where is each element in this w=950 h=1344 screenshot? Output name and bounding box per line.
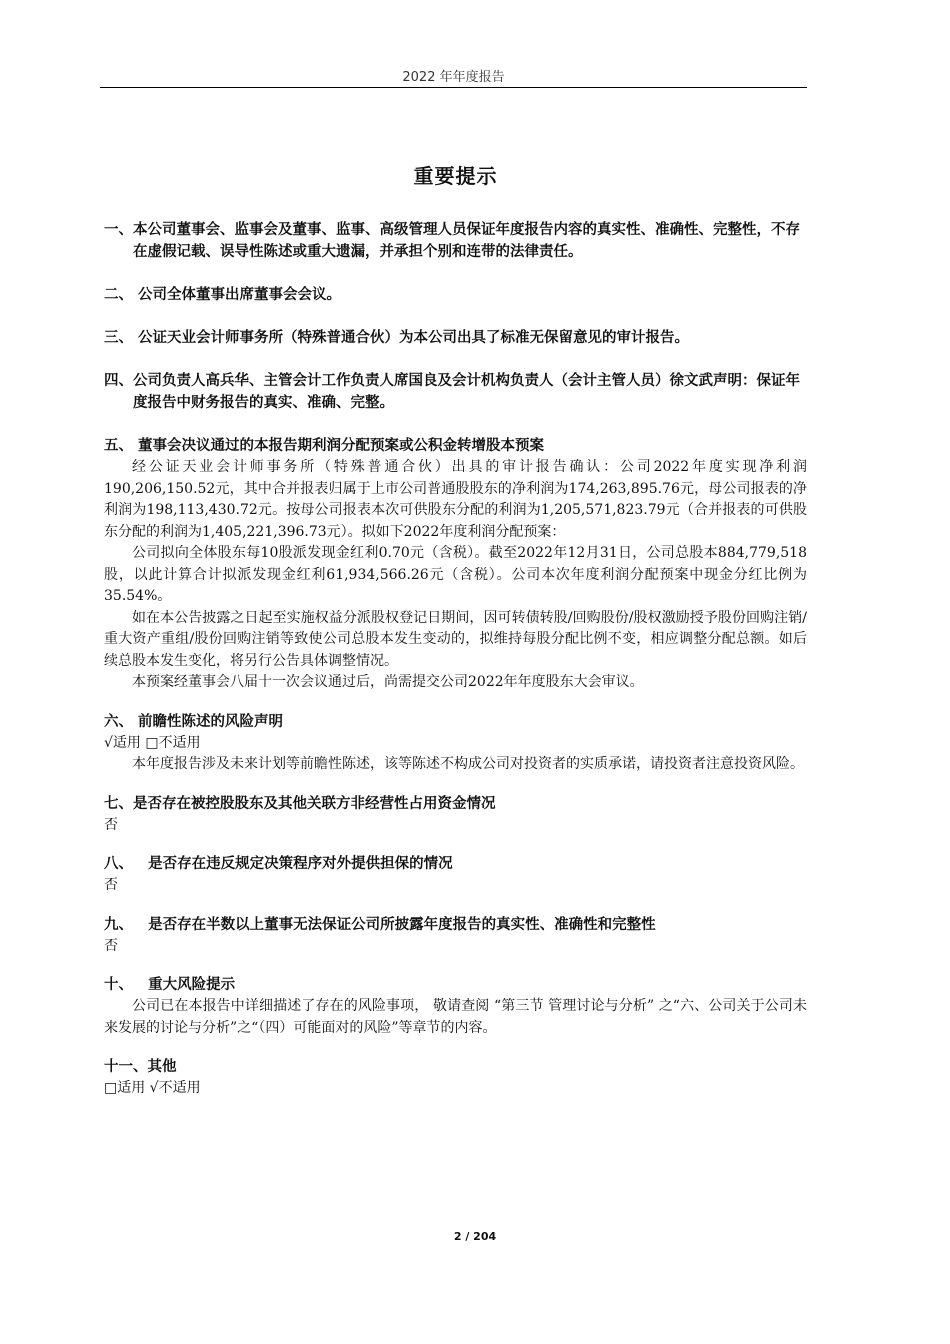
section-6-heading: 六、 前瞻性陈述的风险声明 [104,713,284,730]
section-11 [104,1056,807,1100]
section-5-heading: 五、 董事会决议通过的本报告期利润分配预案或公积金转增股本预案 [104,438,545,454]
section-2-heading: 二、 公司全体董事出席董事会会议。 [104,287,342,303]
section-3-heading: 三、 公证天业会计师事务所（特殊普通合伙）为本公司出具了标准无保留意见的审计报告。 [104,330,690,346]
section-6-applicability: √适用 □不适用 [104,734,201,751]
section-9 [104,914,807,958]
section-7-heading: 七、是否存在被控股股东及其他关联方非经营性占用资金情况 [104,795,496,812]
section-9-answer: 否 [104,937,118,954]
section-7-answer: 否 [104,816,118,833]
header-divider [100,87,807,88]
section-6 [104,711,807,776]
section-1 [104,219,807,263]
section-5-paragraph-4: 本预案经董事会八届十一次会议通过后，尚需提交公司2022年年度股东大会审议。 [132,674,644,690]
section-5-paragraph-1: 经公证天业会计师事务所（特殊普通合伙）出具的审计报告确认：公司2022年度实现净利润190,206,150.52元，其中合并报表归属于上市公司普通股股东的净利润为174,263,895.76元，母公司报表的净利润为198,113,430.72元。按母公司报表本次可供股东分配的利润为1,205,571,823.79元（合并报表的可供股东分配的利润为1,405,221,396.73元）。拟如下2022年度利润分配预案： [104,459,807,540]
document-body [104,160,807,1100]
section-10-heading: 十、 重大风险提示 [104,977,236,993]
section-7 [104,793,807,837]
section-9-heading: 九、 是否存在半数以上董事无法保证公司所披露年度报告的真实性、准确性和完整性 [104,916,656,933]
section-10 [104,974,807,1039]
section-3 [104,327,807,349]
page-number: 2 / 204 [453,1230,497,1243]
section-8-heading: 八、 是否存在违反规定决策程序对外提供担保的情况 [104,856,453,872]
page-title: 重要提示 [413,164,498,188]
section-5-paragraph-2: 公司拟向全体股东每10股派发现金红利0.70元（含税）。截至2022年12月31日，公司总股本884,779,518股，以此计算合计拟派发现金红利61,934,566.26元（含税）。公司本次年度利润分配预案中现金分红比例为35.54%。 [104,545,807,604]
section-1-heading: 一、本公司董事会、监事会及董事、监事、高级管理人员保证年度报告内容的真实性、准确性、完整性，不存在虚假记载、误导性陈述或重大遗漏，并承担个别和连带的法律责任。 [104,222,800,260]
section-8 [104,853,807,897]
section-6-paragraph-1: 本年度报告涉及未来计划等前瞻性陈述，该等陈述不构成公司对投资者的实质承诺，请投资者注意投资风险。 [132,756,804,772]
section-8-answer: 否 [104,877,118,893]
running-header: 2022 年年度报告 [402,70,505,85]
section-11-heading: 十一、其他 [104,1059,177,1075]
section-5 [104,435,807,694]
section-10-paragraph-1: 公司已在本报告中详细描述了存在的风险事项， 敬请查阅 “第三节 管理讨论与分析” 之“六、公司关于公司未来发展的讨论与分析”之“（四）可能面对的风险”等章节的内容。 [104,998,807,1036]
section-4-heading: 四、公司负责人高兵华、主管会计工作负责人席国良及会计机构负责人（会计主管人员）徐文武声明：保证年度报告中财务报告的真实、准确、完整。 [104,373,800,411]
section-4 [104,370,807,414]
section-11-applicability: □适用 √不适用 [104,1080,201,1096]
section-5-paragraph-3: 如在本公告披露之日起至实施权益分派股权登记日期间，因可转债转股/回购股份/股权激励授予股份回购注销/重大资产重组/股份回购注销等致使公司总股本发生变动的，拟维持每股分配比例不变，相应调整分配总额。如后续总股本发生变化，将另行公告具体调整情况。 [104,609,807,669]
section-2 [104,284,807,306]
